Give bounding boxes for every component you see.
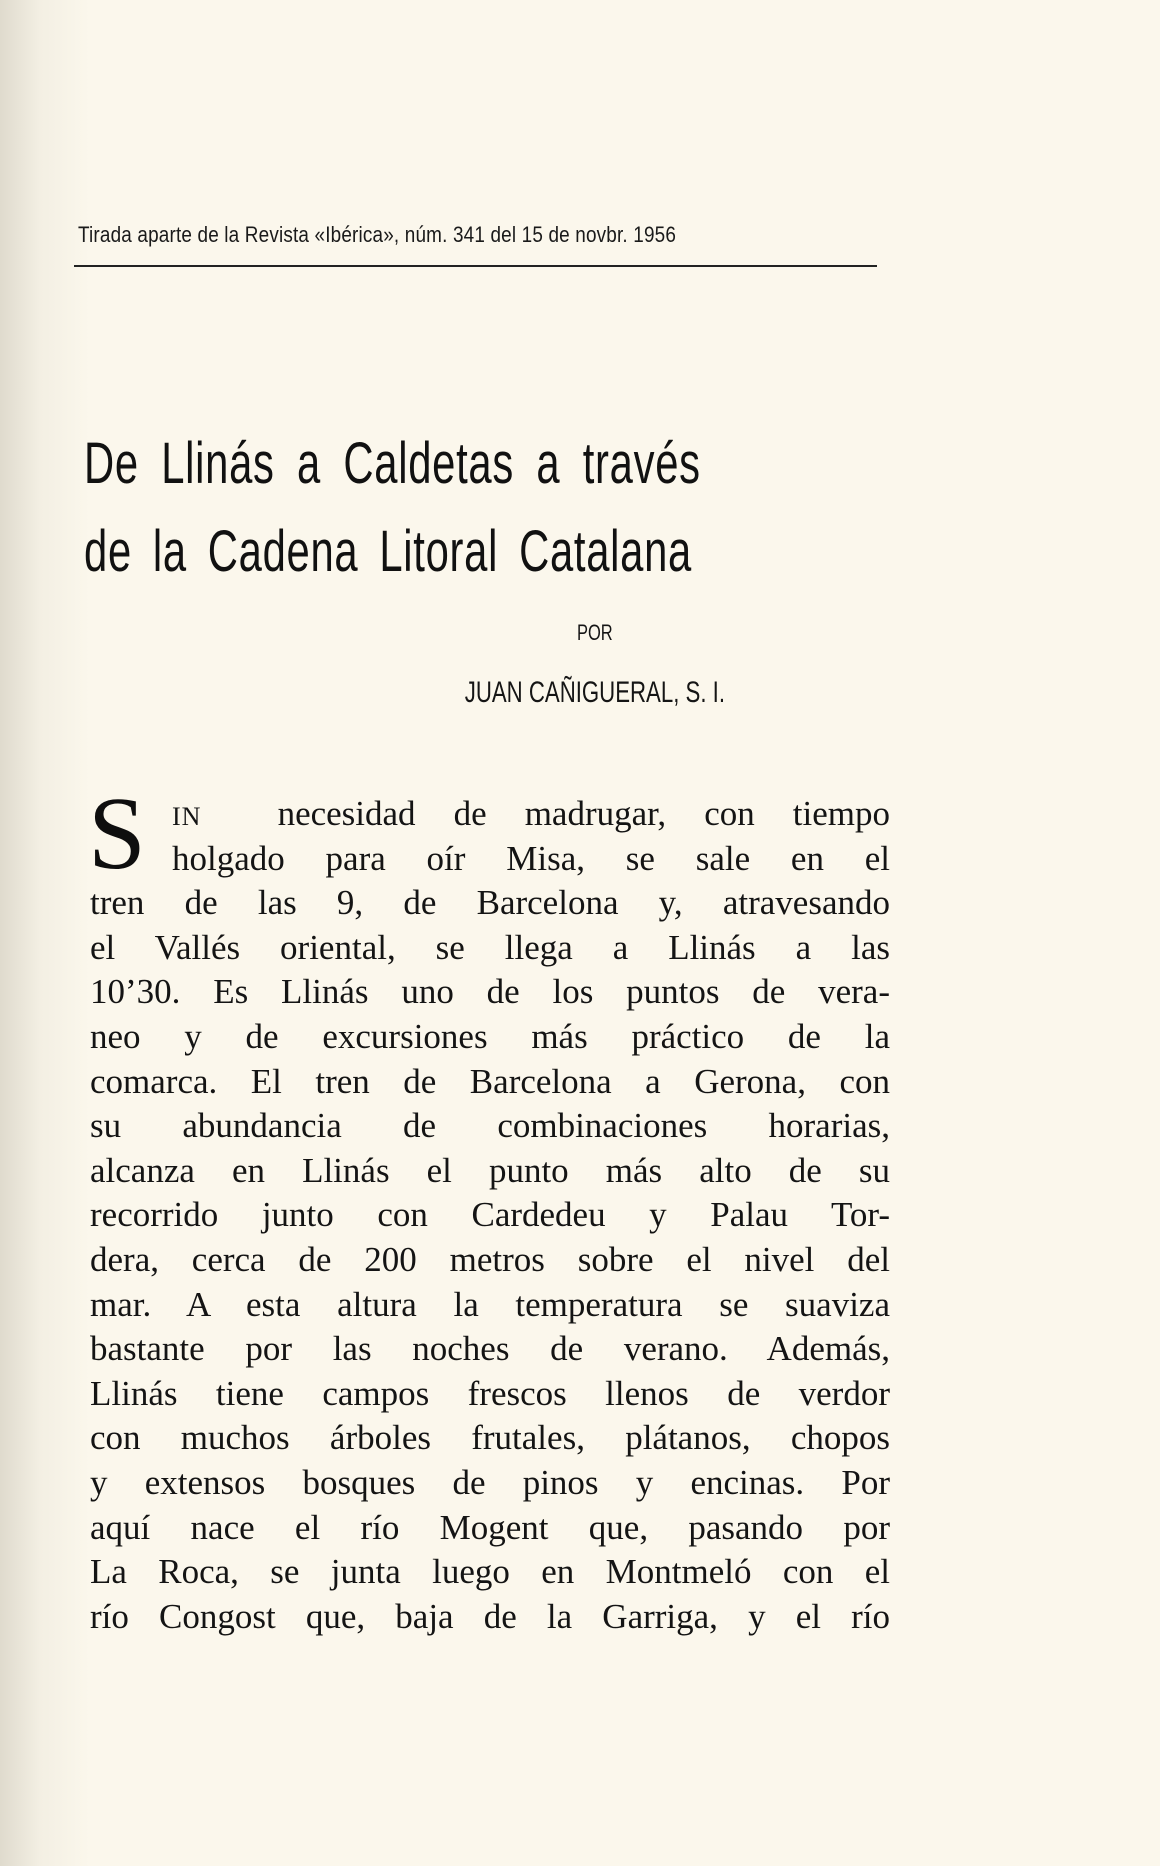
author-name: JUAN CAÑIGUERAL, S. I.	[464, 676, 726, 709]
body-line-10: dera, cerca de 200 metros sobre el nivel del	[90, 1239, 890, 1279]
body-line-18: río Congost que, baja de la Garriga, y el río	[90, 1596, 890, 1636]
body-line-11: mar. A esta altura la temperatura se suaviza	[90, 1284, 890, 1324]
body-line-17: La Roca, se junta luego en Montmeló con el	[90, 1552, 890, 1592]
byline-por	[0, 620, 1160, 646]
body-line-0	[90, 792, 890, 837]
body-line-1: holgado para oír Misa, se sale en el	[172, 838, 890, 878]
header-rule-divider	[74, 265, 877, 267]
first-line-rest: necesidad de madrugar, con tiempo	[277, 794, 891, 833]
byline-author	[0, 676, 1160, 710]
body-line-7: su abundancia de combinaciones horarias,	[90, 1106, 890, 1146]
body-line-15: y extensos bosques de pinos y encinas. Por	[90, 1462, 890, 1502]
body-line-3: el Vallés oriental, se llega a Llinás a las	[90, 927, 890, 967]
body-line-8: alcanza en Llinás el punto más alto de su	[90, 1150, 890, 1190]
byline-por-text: POR	[577, 620, 613, 645]
article-title-line-1: De Llinás a Caldetas a través	[84, 431, 701, 496]
body-paragraph	[90, 792, 890, 1639]
body-line-4: 10’30. Es Llinás uno de los puntos de vera-	[90, 972, 890, 1012]
body-line-2: tren de las 9, de Barcelona y, atravesando	[90, 883, 890, 923]
article-title-line-2: de la Cadena Litoral Catalana	[84, 519, 692, 584]
body-line-14: con muchos árboles frutales, plátanos, chopos	[90, 1418, 890, 1458]
body-line-16: aquí nace el río Mogent que, pasando por	[90, 1507, 890, 1547]
body-line-13: Llinás tiene campos frescos llenos de verdor	[90, 1373, 890, 1413]
drop-cap-initial: S	[88, 776, 146, 891]
body-line-9: recorrido junto con Cardedeu y Palau Tor-	[90, 1195, 890, 1235]
body-line-5: neo y de excursiones más práctico de la	[90, 1016, 890, 1056]
body-line-12: bastante por las noches de verano. Además,	[90, 1329, 890, 1369]
running-head: Tirada aparte de la Revista «Ibérica», núm. 341 del 15 de novbr. 1956	[78, 222, 677, 247]
first-word-smallcaps: IN	[172, 802, 202, 831]
body-line-6: comarca. El tren de Barcelona a Gerona, con	[90, 1061, 890, 1101]
